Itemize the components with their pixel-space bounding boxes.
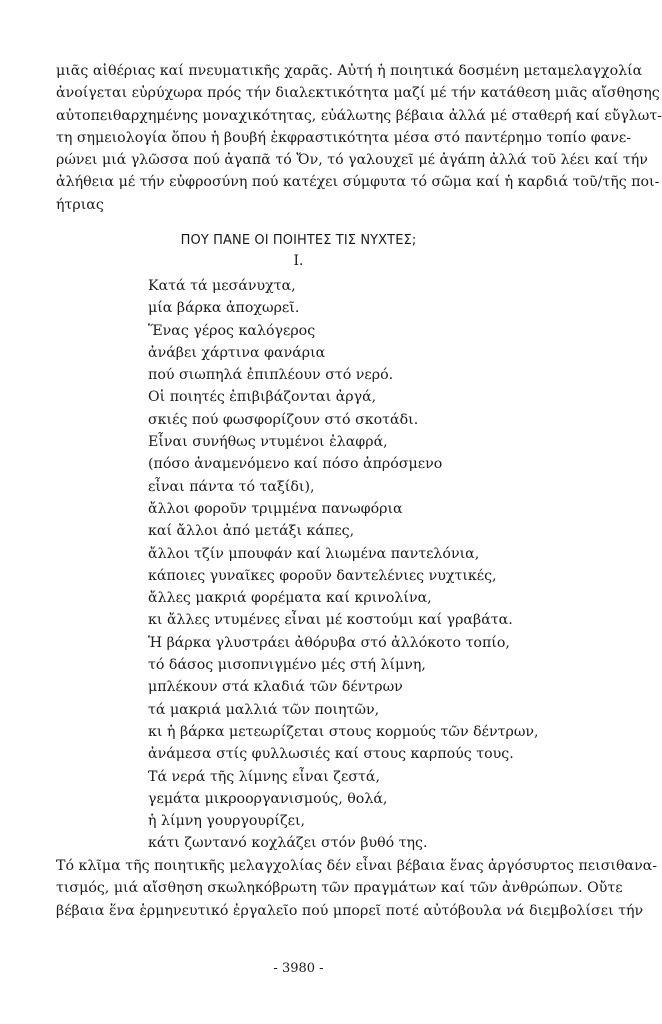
- poem-verse: ἄλλοι φοροῦν τριμμένα πανωφόρια: [148, 500, 403, 517]
- text-line: ἀνοίγεται εὐρύχωρα πρός τήν διαλεκτικότητα μαζί μέ τήν κατάθεση μιᾶς αἴσθησης: [56, 85, 660, 102]
- poem-verse: κι ἄλλες ντυμένες εἶναι μέ κοστούμι καί γραβάτα.: [148, 612, 513, 629]
- poem-verse: Κατά τά μεσάνυχτα,: [148, 278, 296, 294]
- poem-verse: μία βάρκα ἀποχωρεῖ.: [148, 300, 300, 317]
- poem-part-number: I.: [293, 253, 304, 269]
- poem-verse: (πόσο ἀναμενόμενο καί πόσο ἀπρόσμενο: [148, 456, 443, 473]
- poem-verse: γεμάτα μικροοργανισμούς, θολά,: [148, 790, 388, 807]
- text-line: ρώνει μιά γλῶσσα πού ἀγαπᾶ τό Ὄν, τό γαλουχεῖ μέ ἀγάπη ἀλλά τοῦ λέει καί τήν: [56, 152, 648, 169]
- text-line: Τό κλῖμα τῆς ποιητικῆς μελαγχολίας δέν εἶναι βέβαια ἕνας ἀργόσυρτος πεισιθανα-: [56, 858, 658, 874]
- poem-verse: ἄλλοι τζίν μπουφάν καί λιωμένα παντελόνια,: [148, 545, 480, 562]
- page-number: - 3980 -: [273, 961, 324, 976]
- poem-verse: κάποιες γυναῖκες φοροῦν δαντελένιες νυχτικές,: [148, 567, 497, 584]
- intro-paragraph: [56, 60, 662, 216]
- text-line: ἀλήθεια μέ τήν εὐφροσύνη πού κατέχει σύμφυτα τό σῶμα καί ἡ καρδιά τοῦ/τῆς ποι-: [56, 174, 660, 191]
- text-line: βέβαια ἕνα ἑρμηνευτικό ἐργαλεῖο πού μπορεῖ ποτέ αὐτόβουλα νά διεμβολίσει τήν: [56, 902, 644, 919]
- closing-paragraph: [56, 855, 658, 922]
- poem-verse: ἀνάβει χάρτινα φανάρια: [148, 344, 326, 361]
- poem-body: [148, 275, 548, 855]
- poem-verse: σκιές πού φωσφορίζουν στό σκοτάδι.: [148, 411, 419, 428]
- poem-verse: μπλέκουν στά κλαδιά τῶν δέντρων: [148, 679, 403, 696]
- text-line: αὐτοπειθαρχημένης μοναχικότητας, εὐάλωτης βέβαια ἀλλά μέ σταθερή καί εὔγλωτ-: [56, 107, 662, 124]
- poem-verse: Οἱ ποιητές ἐπιβιβάζονται ἀργά,: [148, 389, 377, 406]
- poem-verse: Ἕνας γέρος καλόγερος: [148, 322, 316, 339]
- poem-title: ΠΟΥ ΠΑΝΕ ΟΙ ΠΟΙΗΤΕΣ ΤΙΣ ΝΥΧΤΕΣ;: [180, 233, 417, 248]
- poem-verse: τό δάσος μισοπνιγμένο μές στή λίμνη,: [148, 657, 426, 674]
- poem-verse: κάτι ζωντανό κοχλάζει στόν βυθό της.: [148, 835, 428, 852]
- poem-verse: Εἶναι συνήθως ντυμένοι ἐλαφρά,: [148, 434, 388, 451]
- poem-verse: Τά νερά τῆς λίμνης εἶναι ζεστά,: [148, 768, 380, 785]
- poem-verse: ἀνάμεσα στίς φυλλωσιές καί στους καρπούς τους.: [148, 746, 514, 763]
- poem-verse: Ἡ βάρκα γλυστράει ἀθόρυβα στό ἀλλόκοτο τοπίο,: [148, 634, 510, 651]
- poem-verse: κι ἡ βάρκα μετεωρίζεται στους κορμούς τῶν δέντρων,: [148, 723, 539, 740]
- poem-verse: τά μακριά μαλλιά τῶν ποιητῶν,: [148, 701, 380, 718]
- poem-verse: ἡ λίμνη γουργουρίζει,: [148, 813, 306, 830]
- text-line: ήτριας: [56, 196, 104, 213]
- text-line: τισμός, μιά αἴσθηση σκωληκόβρωτη τῶν πραγμάτων καί τῶν ἀνθρώπων. Οὔτε: [56, 880, 623, 897]
- text-line: τη σημειολογία ὅπου ἡ βουβή ἐκφραστικότητα μέσα στό παντέρημο τοπίο φανε-: [56, 129, 632, 146]
- text-line: μιᾶς αἰθέριας καί πνευματικῆς χαρᾶς. Αὐτή ἡ ποιητικά δοσμένη μεταμελαγχολία: [56, 63, 643, 79]
- poem-verse: πού σιωπηλά ἐπιπλέουν στό νερό.: [148, 367, 394, 384]
- poem-verse: εἶναι πάντα τό ταξίδι),: [148, 478, 315, 495]
- poem-verse: καί ἄλλοι ἀπό μετάξι κάπες,: [148, 523, 355, 540]
- poem-verse: ἄλλες μακριά φορέματα καί κρινολίνα,: [148, 590, 432, 607]
